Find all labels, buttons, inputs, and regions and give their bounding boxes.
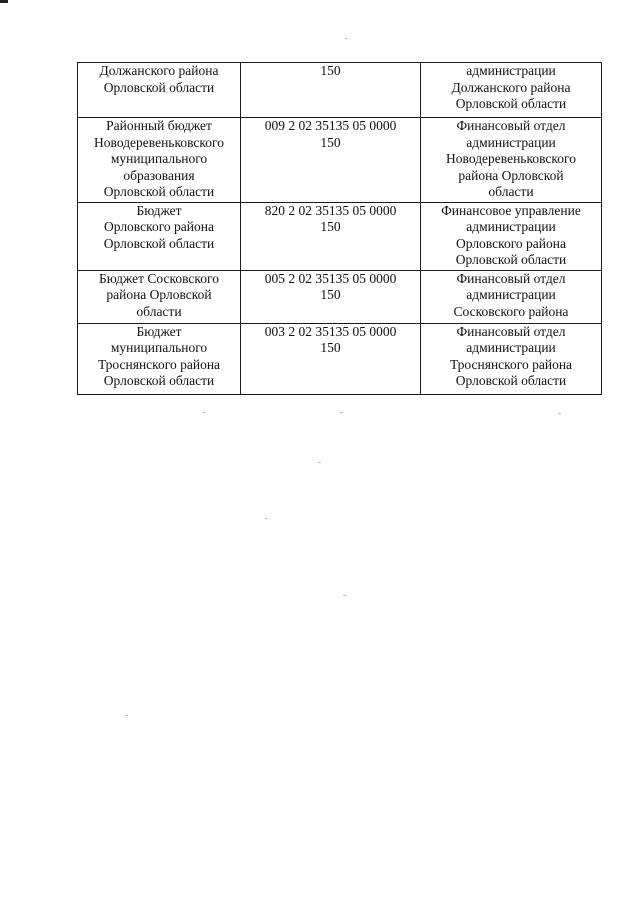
cell-line: Должанского района [451,79,571,95]
scan-speck [558,413,561,414]
cell-line: Финансовый отдел [456,118,566,133]
cell-line: Орловского района [456,235,566,251]
cell-line: Должанского района [99,63,219,78]
cell-line: Орловского района [104,219,214,234]
table-row [78,323,602,394]
administrator-cell [421,270,602,323]
budget-code-cell [241,270,421,323]
cell-line: администрации [466,219,556,234]
cell-line: Бюджет [136,202,182,218]
budget-name-cell [78,118,241,203]
cell-line: 005 2 02 35135 05 0000 [264,270,397,286]
cell-line: Орловской области [455,252,567,267]
cell-line: муниципального [110,151,208,166]
budget-name-cell [78,63,241,118]
cell-line: 009 2 02 35135 05 0000 [264,118,397,133]
cell-line: 820 2 02 35135 05 0000 [264,202,397,218]
scan-speck [340,412,343,413]
cell-line: Орловской области [103,184,215,199]
cell-line: 150 [320,340,341,355]
scan-corner-mark [0,0,8,3]
budget-code-cell [241,323,421,394]
cell-line: Сосковского района [453,303,569,319]
cell-line: администрации [466,134,556,150]
cell-line: 150 [320,134,341,150]
cell-line: Троснянского района [97,356,221,372]
cell-line: Орловской области [103,235,215,251]
cell-line: Бюджет Сосковского [98,270,219,286]
budget-name-cell [78,202,241,270]
cell-line: администрации [466,340,556,355]
budget-code-cell [241,63,421,118]
cell-line: образования [123,167,195,183]
scan-speck [343,595,346,596]
table-row [78,63,602,118]
cell-line: Новодеревеньковского [446,151,576,166]
cell-line: Районный бюджет [106,118,212,133]
cell-line: Новодеревеньковского [94,134,224,150]
table-row [78,270,602,323]
cell-line: Бюджет [136,323,182,339]
scan-speck [318,462,321,463]
scan-speck [265,518,268,519]
cell-line: области [488,184,534,199]
cell-line: Орловской области [455,96,567,111]
cell-line: района Орловской [458,167,564,183]
budget-name-cell [78,323,241,394]
cell-line: Финансовое управление [441,202,581,218]
cell-line: Орловской области [455,373,567,388]
scan-speck [203,412,206,413]
cell-line: 003 2 02 35135 05 0000 [264,323,397,339]
administrator-cell [421,118,602,203]
scan-speck [125,715,128,716]
cell-line: Финансовый отдел [456,323,566,339]
budget-code-cell [241,118,421,203]
cell-line: района Орловской [106,287,212,302]
table-row [78,118,602,203]
cell-line: администрации [466,287,556,302]
cell-line: муниципального [110,340,208,355]
budget-name-cell [78,270,241,323]
cell-line: администрации [466,63,556,78]
administrator-cell [421,323,602,394]
administrator-cell [421,63,602,118]
cell-line: области [136,303,182,319]
scan-speck [345,38,348,39]
cell-line: Орловской области [103,79,215,95]
cell-line: 150 [320,63,341,78]
table-row [78,202,602,270]
cell-line: Финансовый отдел [456,270,566,286]
cell-line: 150 [320,219,341,234]
administrator-cell [421,202,602,270]
cell-line: 150 [320,287,341,302]
budget-code-cell [241,202,421,270]
budget-table [77,62,602,395]
cell-line: Орловской области [103,373,215,388]
cell-line: Троснянского района [449,356,573,372]
